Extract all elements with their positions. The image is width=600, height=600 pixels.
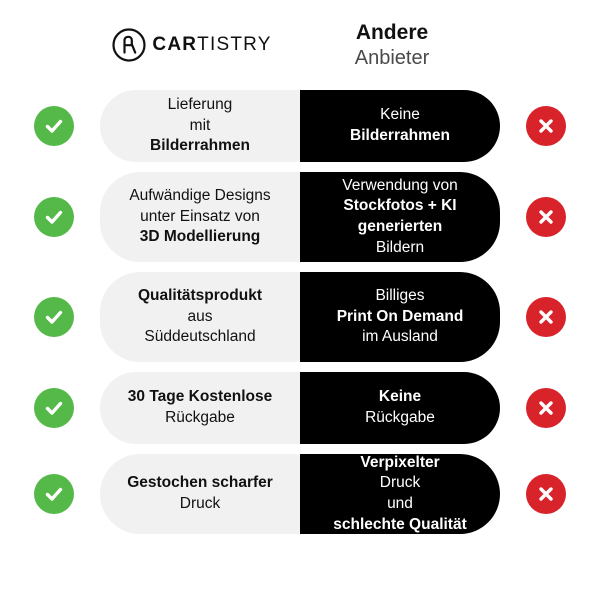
comparison-header xyxy=(0,0,600,90)
comparison-row xyxy=(0,90,600,162)
benefit-line: Qualitätsprodukt xyxy=(137,287,262,305)
cross-mark-cell xyxy=(500,197,592,237)
check-circle-icon xyxy=(34,106,74,146)
check-mark-cell xyxy=(8,297,100,337)
comparison-row xyxy=(0,272,600,362)
comparison-rows xyxy=(0,90,600,544)
brand-name xyxy=(152,34,271,56)
drawback-line: schlechte Qualität xyxy=(333,515,467,533)
drawback-line: Print On Demand xyxy=(336,307,464,325)
benefit-line: 3D Modellierung xyxy=(139,228,261,246)
drawback-line: Verwendung von xyxy=(342,176,458,194)
benefit-line: mit Bilderrahmen xyxy=(150,116,250,155)
competitor-drawback xyxy=(300,372,500,444)
competitor-header-line1: Andere xyxy=(355,21,429,44)
check-circle-icon xyxy=(34,197,74,237)
benefit-line: Druck xyxy=(179,495,221,512)
cartistry-monogram-icon xyxy=(112,28,146,62)
drawback-line: Verpixelter Druck xyxy=(360,453,440,492)
benefit-line: Gestochen scharfer xyxy=(127,474,273,492)
check-mark-cell xyxy=(8,474,100,514)
cross-circle-icon xyxy=(526,297,566,337)
cross-circle-icon xyxy=(526,474,566,514)
comparison-row xyxy=(0,172,600,262)
competitor-header-line2: Anbieter xyxy=(354,47,430,70)
competitor-drawback xyxy=(300,90,500,162)
check-mark-cell xyxy=(8,197,100,237)
cross-circle-icon xyxy=(526,388,566,428)
benefit-line: 30 Tage Kostenlose xyxy=(127,388,273,406)
cartistry-benefit xyxy=(100,272,300,362)
cartistry-benefit xyxy=(100,372,300,444)
benefit-line: Süddeutschland xyxy=(144,328,256,346)
comparison-row xyxy=(0,454,600,534)
competitor-drawback xyxy=(300,454,500,534)
benefit-line: Lieferung xyxy=(167,96,233,114)
benefit-line: unter Einsatz von xyxy=(140,207,260,225)
benefit-line: aus xyxy=(187,307,213,325)
check-circle-icon xyxy=(34,474,74,514)
drawback-line: und xyxy=(387,495,413,512)
check-mark-cell xyxy=(8,106,100,146)
cross-mark-cell xyxy=(500,388,592,428)
cross-circle-icon xyxy=(526,106,566,146)
cross-mark-cell xyxy=(500,297,592,337)
drawback-line: Bilderrahmen xyxy=(350,127,450,144)
competitor-drawback xyxy=(300,172,500,262)
competitor-drawback xyxy=(300,272,500,362)
drawback-line: Keine xyxy=(380,106,420,124)
check-circle-icon xyxy=(34,388,74,428)
cartistry-benefit xyxy=(100,172,300,262)
benefit-line: Rückgabe xyxy=(165,409,235,426)
check-mark-cell xyxy=(8,388,100,428)
cross-mark-cell xyxy=(500,106,592,146)
drawback-line: generierten Bildern xyxy=(357,218,443,256)
cross-mark-cell xyxy=(500,474,592,514)
cartistry-benefit xyxy=(100,454,300,534)
brand-logo xyxy=(92,20,292,62)
check-circle-icon xyxy=(34,297,74,337)
benefit-line: Aufwändige Designs xyxy=(129,187,271,205)
comparison-row xyxy=(0,372,600,444)
brand-name-bold: CAR xyxy=(152,34,198,55)
drawback-line: im Ausland xyxy=(362,328,438,346)
drawback-line: Billiges xyxy=(375,287,425,305)
drawback-line: Stockfotos + KI xyxy=(343,197,457,215)
competitor-header xyxy=(292,20,492,71)
cartistry-benefit xyxy=(100,90,300,162)
drawback-line: Keine Rückgabe xyxy=(365,388,435,426)
cross-circle-icon xyxy=(526,197,566,237)
brand-name-light: TISTRY xyxy=(197,34,272,55)
